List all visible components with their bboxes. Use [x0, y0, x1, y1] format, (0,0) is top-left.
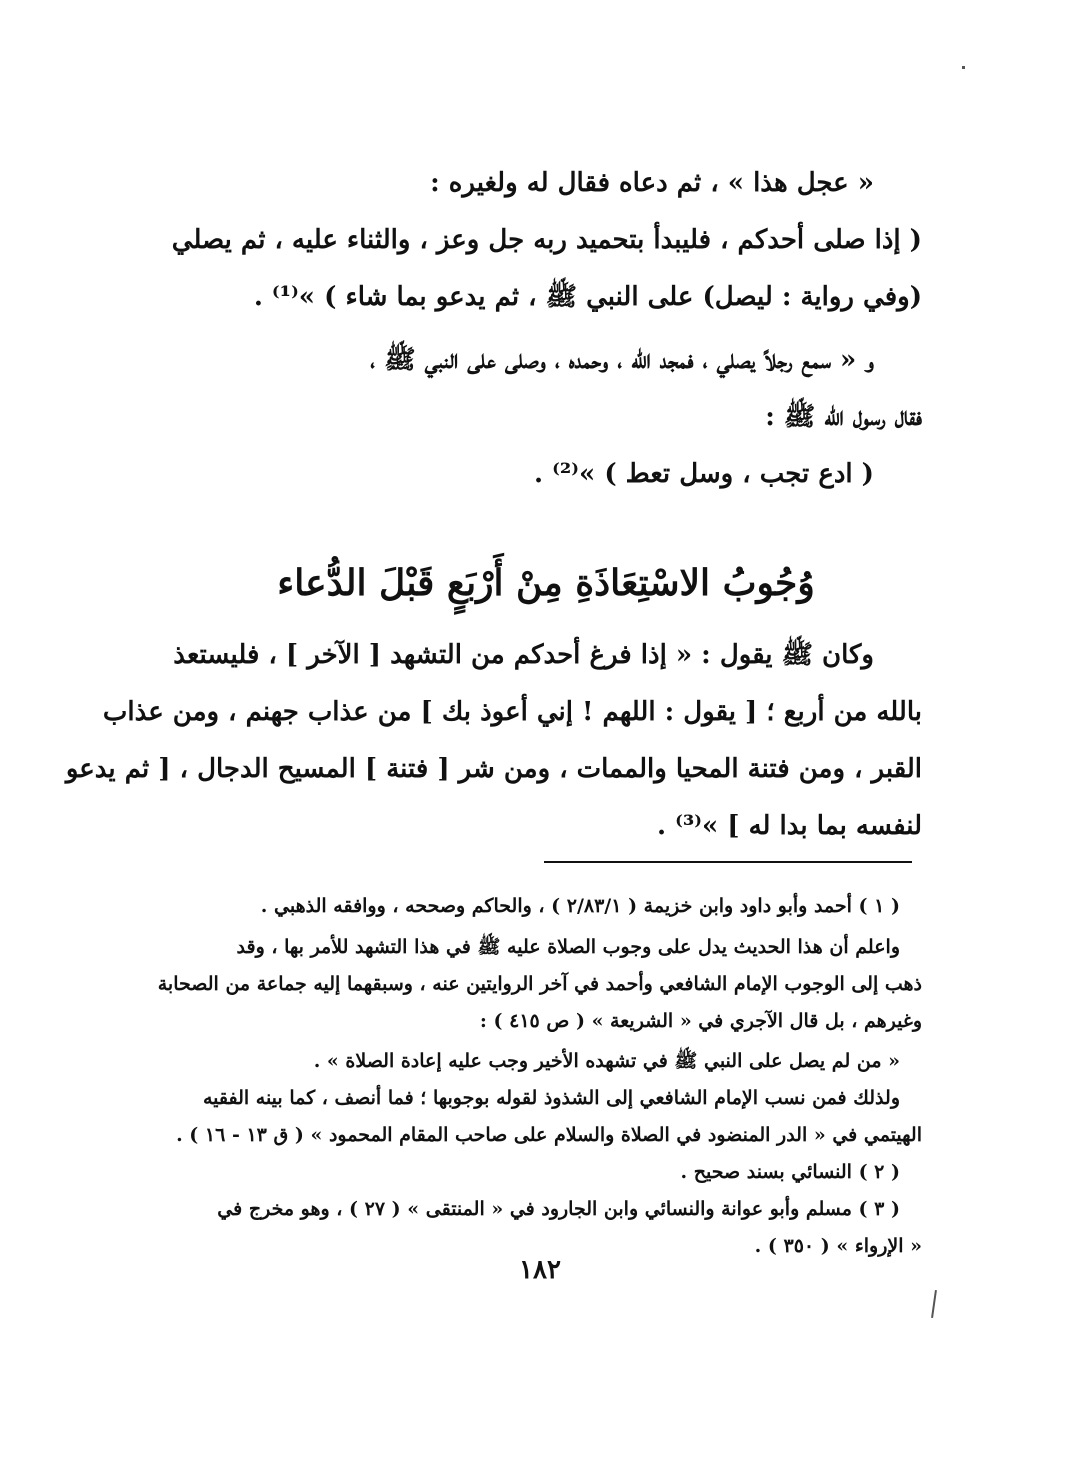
- section-line-2: بالله من أربع ؛ [ يقول : اللهم ! إني أعوذ بك ] من عذاب جهنم ، ومن عذاب: [102, 697, 922, 727]
- footnote-1: ( ١ ) أحمد وأبو داود وابن خزيمة ( ٢/٨٣/١ ) ، والحاكم وصححه ، ووافقه الذهبي .: [260, 895, 900, 917]
- body-line-5: فقال رسول الله ﷺ :: [765, 402, 922, 432]
- footnote-line-4: وغيرهم ، بل قال الآجري في « الشريعة » ( ص ٤١٥ ) :: [479, 1010, 922, 1032]
- body-line-6: ( ادع تجب ، وسل تعط ) »⁽²⁾ .: [534, 459, 874, 489]
- section-line-3: القبر ، ومن فتنة المحيا والممات ، ومن شر [ فتنة ] المسيح الدجال ، [ ثم يدعو: [65, 754, 922, 784]
- footnote-2: ( ٢ ) النسائي بسند صحيح .: [680, 1161, 900, 1183]
- body-line-3: (وفي رواية : ليصل) على النبي ﷺ ، ثم يدعو بما شاء ) »⁽¹⁾ .: [253, 282, 922, 312]
- footnote-line-7: الهيتمي في « الدر المنضود في الصلاة والسلام على صاحب المقام المحمود » ( ق ١٣ - ١٦ ) .: [176, 1124, 922, 1146]
- main-text-top: [170, 155, 922, 503]
- footnotes: [157, 888, 922, 1265]
- body-line-4: و « سمع رجلاً يصلي ، فمجد الله ، وحمده ، وصلى على النبي ﷺ ،: [370, 345, 874, 375]
- section-line-4: لنفسه بما بدا له ] »⁽³⁾ .: [656, 811, 922, 841]
- scan-mark: [962, 66, 965, 69]
- body-line-2: ( إذا صلى أحدكم ، فليبدأ بتحميد ربه جل وعز ، والثناء عليه ، ثم يصلي: [171, 225, 922, 255]
- body-line-1: « عجل هذا » ، ثم دعاه فقال له ولغيره :: [430, 168, 874, 198]
- footnote-3: ( ٣ ) مسلم وأبو عوانة والنسائي وابن الجارود في « المنتقى » ( ٢٧ ) ، وهو مخرج في: [217, 1198, 900, 1220]
- footnote-line-2: واعلم أن هذا الحديث يدل على وجوب الصلاة عليه ﷺ في هذا التشهد للأمر بها ، وقد: [236, 936, 900, 958]
- page-number: ١٨٢: [519, 1255, 561, 1285]
- footnote-line-5: « من لم يصل على النبي ﷺ في تشهده الأخير وجب عليه إعادة الصلاة » .: [313, 1050, 900, 1072]
- footnote-line-3: ذهب إلى الوجوب الإمام الشافعي وأحمد في آخر الروايتين عنه ، وسبقهما إليه جماعة من الصحابة: [157, 973, 922, 995]
- footnote-line-6: ولذلك فمن نسب الإمام الشافعي إلى الشذوذ لقوله بوجوبها ؛ فما أنصف ، كما بينه الفقيه: [202, 1087, 900, 1109]
- footnote-separator: [544, 861, 912, 863]
- scan-mark: [931, 1290, 937, 1318]
- section-line-1: وكان ﷺ يقول : « إذا فرغ أحدكم من التشهد [ الآخر ] ، فليستعذ: [173, 640, 874, 670]
- section-text: [65, 627, 922, 855]
- section-heading: وُجُوبُ الاسْتِعَاذَةِ مِنْ أَرْبَعٍ قَبْلَ الدُّعاء: [277, 562, 815, 604]
- footnote-line-10: « الإرواء » ( ٣٥٠ ) .: [754, 1235, 922, 1257]
